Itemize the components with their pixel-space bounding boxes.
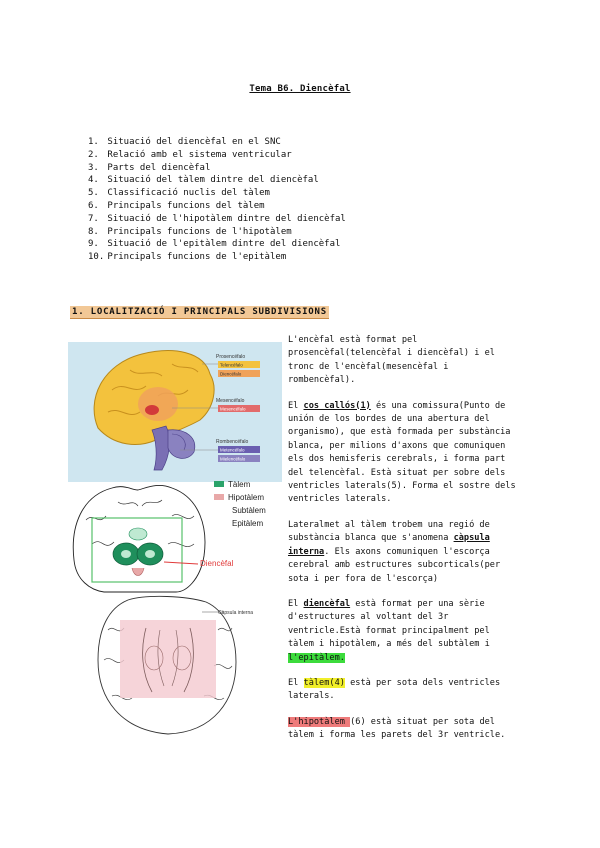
section-heading: 1. LOCALITZACIÓ I PRINCIPALS SUBDIVISIONS [72, 307, 327, 317]
svg-text:Mesencéfalo: Mesencéfalo [220, 406, 246, 412]
paragraph-capsula-interna: Lateralmet al tàlem trobem una regió de substància blanca que s'anomena càpsula interna. Els axons comuniquen l'escorça cerebral amb estructures subcorticals(per sota i per fora de l'escorça) [288, 519, 501, 584]
paragraph-hipotalem: L'hipotàlem (6) està situat per sota del tàlem i forma les parets del 3r ventricle. [288, 716, 506, 741]
coronal-section-illustration [70, 485, 205, 603]
svg-text:Hipotàlem: Hipotàlem [228, 493, 265, 502]
toc-item: 4. Situació del tàlem dintre del diencèfal [88, 175, 319, 186]
toc-item: 5. Classificació nuclis del tàlem [88, 188, 270, 199]
toc-item: 2. Relació amb el sistema ventricular [88, 149, 292, 160]
toc-item: 3. Parts del diencèfal [88, 162, 211, 173]
svg-text:Tàlem: Tàlem [228, 480, 251, 489]
toc-item: 10. Principals funcions de l'epitàlem [88, 252, 287, 263]
paragraph-diencefal: El diencèfal està format per una sèrie d'estructures al voltant del 3r ventricle.Està format principalment pel tàlem i hipotàlem, a més del subtàlem i l'epitàlem. [288, 598, 490, 663]
toc-item: 6. Principals funcions del tàlem [88, 200, 265, 211]
capsula-interna-label: Càpsula interna [218, 610, 254, 616]
paragraph-cos-callos: El cos callós(1) és una comissura(Punto de unión de los bordes de una abertura del organismo), que està formada per substància blanca, per milions d'axons que comuniquen els dos hemisferis cerebrals, i forma part del telencèfal. Està situat per sobre dels ventricles laterals(5). Forma el sostre dels ventricles laterals. [288, 400, 516, 505]
toc-item: 8. Principals funcions de l'hipotàlem [88, 226, 292, 237]
svg-text:Mesencéfalo: Mesencéfalo [216, 398, 245, 404]
svg-text:Subtàlem: Subtàlem [232, 506, 266, 515]
toc-item: 1. Situació del diencèfal en el SNC [88, 137, 281, 147]
svg-text:Rombencéfalo: Rombencéfalo [216, 439, 249, 445]
svg-text:Telencéfalo: Telencéfalo [220, 362, 243, 368]
svg-text:Mielencéfalo: Mielencéfalo [220, 456, 246, 462]
diencefal-label: Diencèfal [200, 559, 234, 568]
paragraph-talem: El tàlem(4) està per sota dels ventricles laterals. [288, 677, 501, 702]
toc-item: 7. Situació de l'hipotàlem dintre del diencèfal [88, 213, 346, 224]
diencephalon-figure [68, 330, 282, 735]
body-text [288, 334, 520, 755]
svg-text:Epitàlem: Epitàlem [232, 519, 264, 528]
horizontal-section-illustration [98, 596, 253, 734]
paragraph-encefal: L'encèfal està format pel prosencèfal(telencèfal i diencèfal) i el tronc de l'encèfal(mesencèfal i rombencèfal). [288, 335, 495, 386]
table-of-contents [88, 136, 346, 264]
document-title: Tema B6. Diencèfal [249, 84, 351, 94]
svg-text:Diencéfalo: Diencéfalo [220, 371, 242, 377]
toc-item: 9. Situació de l'epitàlem dintre del diencèfal [88, 239, 341, 250]
figure-small-caption [70, 598, 71, 603]
nuclei-legend [200, 480, 266, 568]
svg-text:Metencéfalo: Metencéfalo [220, 447, 245, 453]
legend-prosencefalo: Prosencéfalo [216, 354, 246, 360]
